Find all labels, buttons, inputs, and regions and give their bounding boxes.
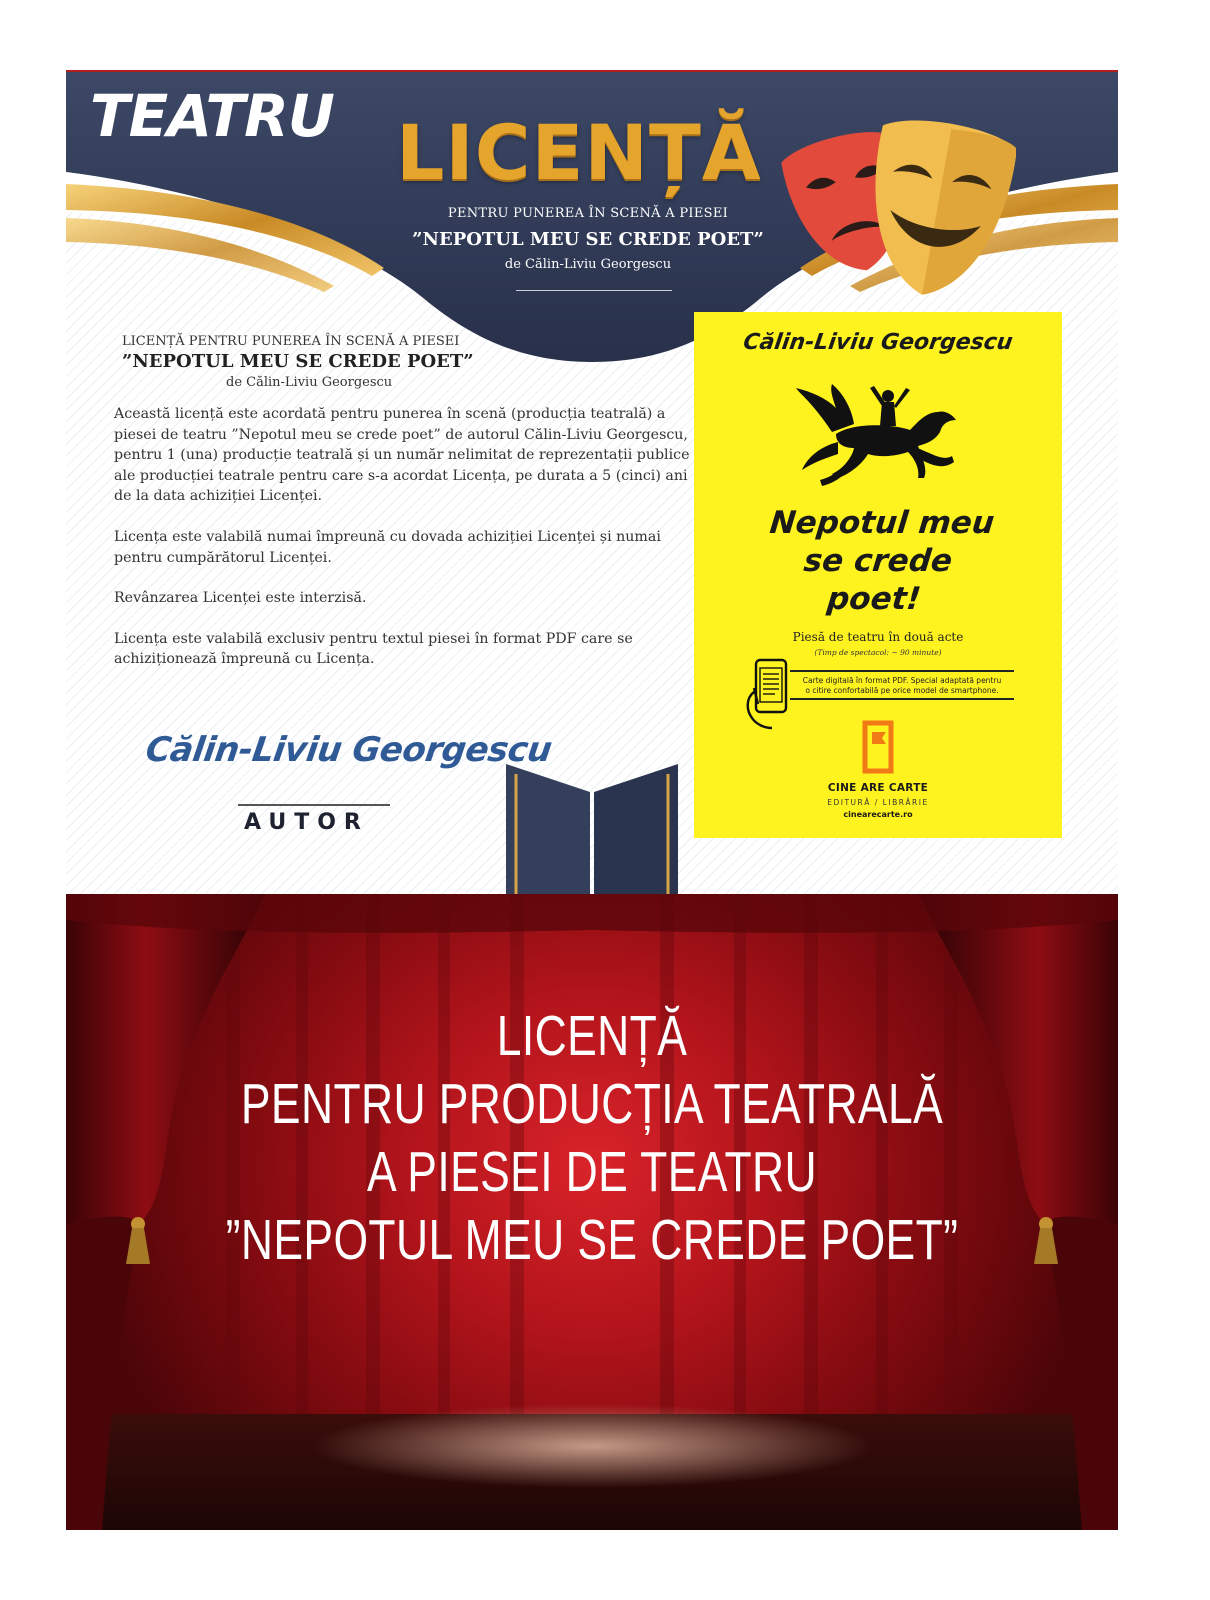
cover-title <box>688 504 1068 618</box>
header-play-title: ”NEPOTUL MEU SE CREDE POET” <box>412 229 764 250</box>
body-play-title: ”NEPOTUL MEU SE CREDE POET” <box>122 351 474 372</box>
body-heading: LICENȚĂ PENTRU PUNEREA ÎN SCENĂ A PIESEI <box>122 334 460 349</box>
license-paragraph: Licența este valabilă exclusiv pentru textul piesei în format PDF care se achiziționează împreună cu Licența. <box>114 630 633 668</box>
header-divider <box>516 290 672 291</box>
theatre-curtain <box>66 894 1118 1530</box>
license-title: LICENȚĂ <box>396 108 762 197</box>
license-certificate <box>66 72 1118 894</box>
pegasus-icon <box>792 382 962 494</box>
header-author: de Călin-Liviu Georgescu <box>504 257 672 272</box>
header-subtitle: PENTRU PUNEREA ÎN SCENĂ A PIESEI <box>447 206 729 221</box>
category-label: TEATRU <box>90 82 334 150</box>
license-paragraph: Această licență este acordată pentru punerea în scenă (producția teatrală) a piesei de teatru ”Nepotul meu se crede poet” de autorul Călin-Liviu Georgescu, pentru 1 (una) producție teatrală și un număr nelimitat de reprezentații publice ale producției teatrale pentru care s-a acordat Licența, pe durata a 5 (cinci) ani de la data achiziției Licenței. <box>114 406 690 505</box>
digital-note-line: Carte digitală în format PDF. Special adaptată pentru <box>802 676 1002 685</box>
stage-headline-line: A PIESEI DE TEATRU <box>366 1140 818 1204</box>
cover-digital-note <box>790 676 1014 696</box>
license-body <box>114 334 699 670</box>
cover-duration: (Timp de spectacol: ~ 90 minute) <box>814 648 942 657</box>
license-page <box>66 70 1118 1530</box>
smartphone-icon <box>744 658 790 730</box>
stage-headline-line: PENTRU PRODUCȚIA TEATRALĂ <box>240 1072 944 1136</box>
license-paragraph: Licența este valabilă numai împreună cu dovada achiziției Licenței și numai pentru cumpărătorul Licenței. <box>114 528 661 566</box>
theatre-masks-icon <box>776 106 1016 306</box>
publisher-url: cinearecarte.ro <box>843 810 913 819</box>
body-author: de Călin-Liviu Georgescu <box>226 375 393 390</box>
license-paragraph: Revânzarea Licenței este interzisă. <box>114 590 367 607</box>
cover-title-line: se crede <box>802 543 954 579</box>
cover-title-line: poet! <box>825 581 923 617</box>
author-role: AUTOR <box>244 810 369 835</box>
stage-headline-line: LICENȚĂ <box>496 1004 688 1068</box>
cover-title-line: Nepotul meu <box>768 505 996 541</box>
author-signature: Călin-Liviu Georgescu <box>143 730 555 770</box>
book-cover <box>694 312 1062 838</box>
cover-subtitle: Piesă de teatru în două acte <box>792 630 964 644</box>
publisher-logo-icon <box>862 720 894 774</box>
cover-author: Călin-Liviu Georgescu <box>741 330 1015 355</box>
divider <box>790 670 1014 672</box>
stage-headline <box>182 1002 1003 1274</box>
publisher-type: EDITURĂ / LIBRĂRIE <box>827 798 929 807</box>
publisher-name: CINE ARE CARTE <box>827 782 929 794</box>
signature-line <box>238 804 390 806</box>
stage-headline-line: ”NEPOTUL MEU SE CREDE POET” <box>225 1208 959 1272</box>
digital-note-line: o citire confortabilă pe orice model de smartphone. <box>805 686 999 695</box>
ribbon-bookmark <box>502 762 682 894</box>
divider <box>790 698 1014 700</box>
